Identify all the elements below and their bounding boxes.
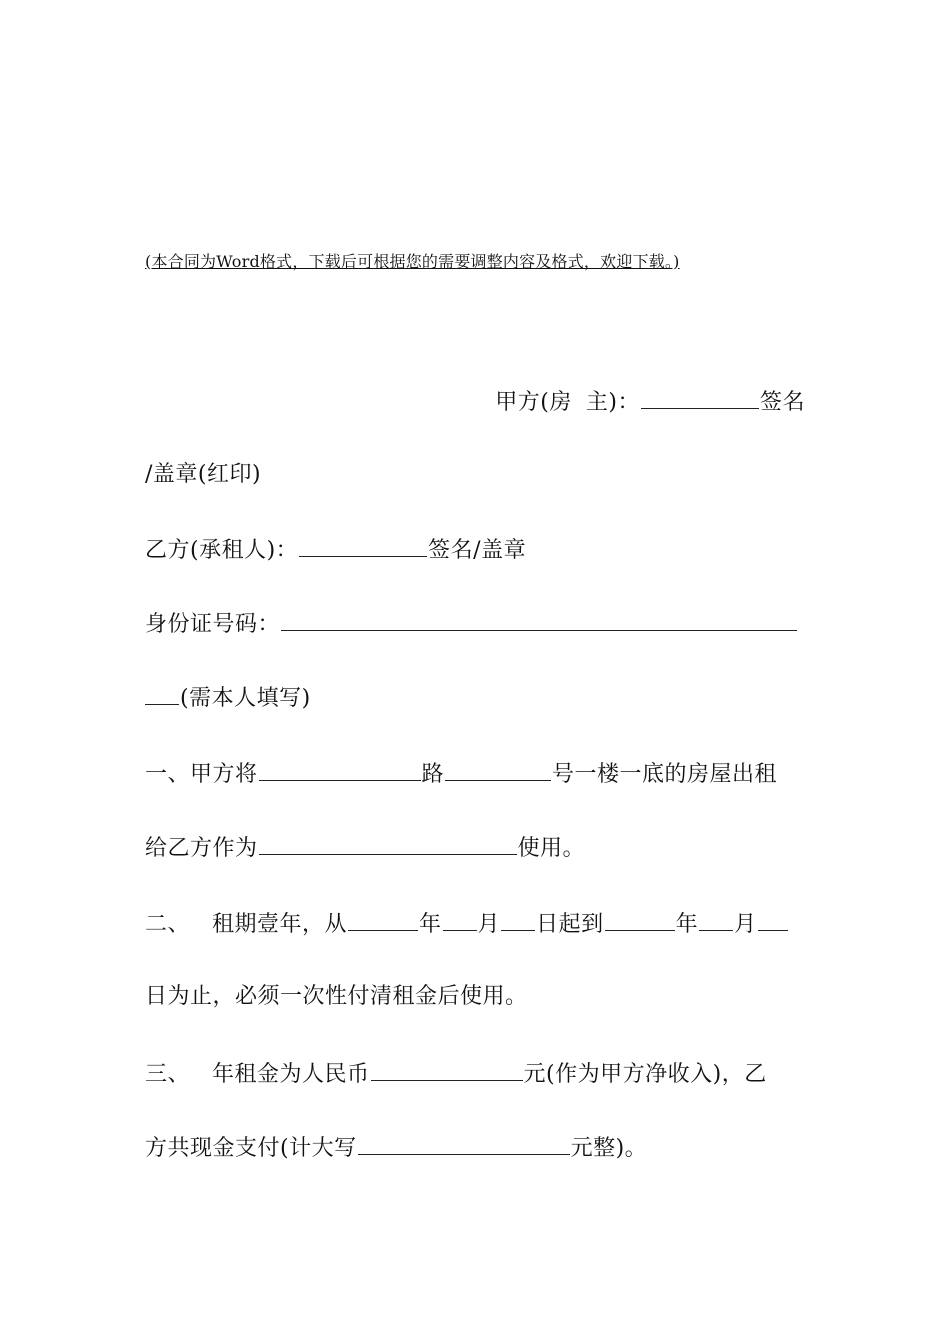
- clause2-month2: 月: [734, 912, 757, 937]
- party-a-label-suffix: 主)：: [585, 390, 640, 415]
- id-number-note: (需本人填写): [180, 686, 311, 711]
- clause2-year1: 年: [419, 912, 442, 937]
- header-note: (本合同为Word格式，下载后可根据您的需要调整内容及格式，欢迎下载。): [145, 252, 680, 271]
- end-month-blank[interactable]: [699, 908, 733, 931]
- usage-blank[interactable]: [259, 832, 517, 855]
- clause3-line2: [145, 1132, 647, 1164]
- rent-amount-blank[interactable]: [371, 1058, 523, 1081]
- clause2-line1: [145, 908, 789, 940]
- clause1-part4: 给乙方作为: [145, 836, 258, 861]
- clause2-prefix: 二、: [145, 912, 191, 937]
- clause3-part3: 方共现金支付(计大写: [145, 1136, 357, 1161]
- party-b-label: 乙方(承租人)：: [145, 538, 299, 563]
- id-number-line: [145, 608, 798, 640]
- id-number-note-line: [145, 682, 311, 714]
- end-day-blank[interactable]: [758, 908, 788, 931]
- start-month-blank[interactable]: [443, 908, 477, 931]
- party-a-label-prefix: 甲方(房: [495, 390, 572, 415]
- clause1-part2: 路: [421, 762, 445, 787]
- party-b-line: [145, 534, 526, 566]
- number-blank[interactable]: [445, 758, 551, 781]
- clause1-line2: [145, 832, 585, 864]
- clause3-part2: 元(作为甲方净收入)，乙: [523, 1062, 767, 1087]
- clause3-part4: 元整)。: [570, 1136, 648, 1161]
- clause2-year2: 年: [675, 912, 699, 937]
- party-a-seal-line: /盖章(红印): [145, 462, 262, 487]
- clause3-prefix: 三、: [145, 1062, 191, 1087]
- clause2-part1: 租期壹年，从: [212, 912, 348, 937]
- clause1-part5: 使用。: [517, 836, 586, 861]
- rent-amount-words-blank[interactable]: [358, 1132, 570, 1155]
- clause2-line2: 日为止，必须一次性付清租金后使用。: [145, 984, 528, 1009]
- start-year-blank[interactable]: [348, 908, 418, 931]
- clause2-day1: 日起到: [536, 912, 604, 937]
- id-number-blank[interactable]: [281, 608, 797, 631]
- party-b-sign-label: 签名/盖章: [428, 538, 527, 563]
- party-b-signature-blank[interactable]: [299, 534, 427, 557]
- clause1-part3: 号一楼一底的房屋出租: [552, 762, 778, 787]
- end-year-blank[interactable]: [605, 908, 675, 931]
- party-a-sign-label: 签名: [759, 390, 805, 415]
- clause1-line1: [145, 758, 777, 790]
- id-number-label: 身份证号码：: [145, 612, 281, 637]
- party-a-line: [495, 386, 805, 418]
- id-number-blank-continued[interactable]: [145, 682, 179, 705]
- clause1-part1: 一、甲方将: [145, 762, 258, 787]
- road-blank[interactable]: [259, 758, 421, 781]
- clause3-line1: [145, 1058, 767, 1090]
- clause3-part1: 年租金为人民币: [212, 1062, 370, 1087]
- clause2-month1: 月: [477, 912, 501, 937]
- party-a-signature-blank[interactable]: [641, 386, 759, 409]
- start-day-blank[interactable]: [501, 908, 535, 931]
